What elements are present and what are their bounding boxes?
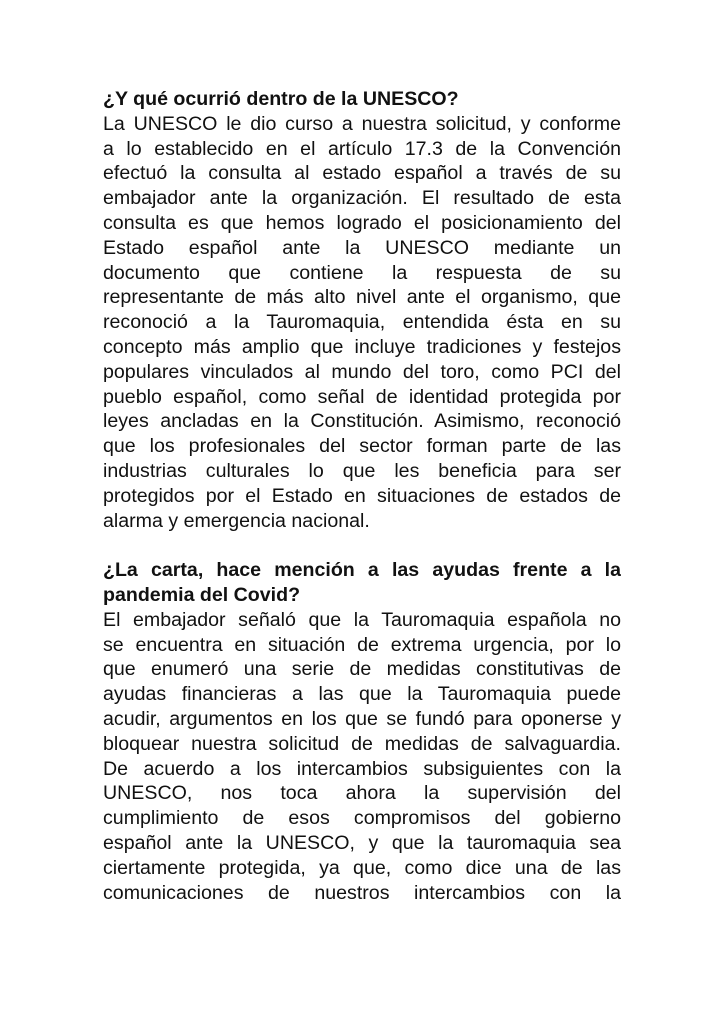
body-line: De acuerdo a los intercambios subsiguientes con la <box>103 757 621 780</box>
body-line: comunicaciones de nuestros intercambios con la <box>103 881 621 904</box>
body-line: que enumeró una serie de medidas constitutivas de <box>103 658 621 681</box>
body-line: Estado español ante la UNESCO mediante un <box>103 236 621 259</box>
section-unesco <box>103 87 621 533</box>
body-line: alarma y emergencia nacional. <box>103 509 370 532</box>
document-page <box>103 87 621 905</box>
section-body <box>103 112 621 534</box>
heading-line: ¿La carta, hace mención a las ayudas frente a la <box>103 559 621 582</box>
body-line: populares vinculados al mundo del toro, como PCI del <box>103 360 621 383</box>
section-heading <box>103 87 621 112</box>
body-line: UNESCO, nos toca ahora la supervisión del <box>103 782 621 805</box>
body-line: representante de más alto nivel ante el organismo, que <box>103 286 621 309</box>
body-line: concepto más amplio que incluye tradiciones y festejos <box>103 335 621 358</box>
body-line: leyes ancladas en la Constitución. Asimismo, reconoció <box>103 410 621 433</box>
body-line: La UNESCO le dio curso a nuestra solicitud, y conforme <box>103 112 621 135</box>
section-body <box>103 608 621 906</box>
section-covid <box>103 558 621 905</box>
body-line: que los profesionales del sector forman parte de las <box>103 435 621 458</box>
body-line: embajador ante la organización. El resultado de esta <box>103 187 621 210</box>
heading-line: pandemia del Covid? <box>103 583 301 606</box>
paragraph-gap <box>103 533 621 558</box>
body-line: protegidos por el Estado en situaciones de estados de <box>103 484 621 507</box>
body-line: El embajador señaló que la Tauromaquia española no <box>103 608 621 631</box>
body-line: ayudas financieras a las que la Tauromaquia puede <box>103 683 621 706</box>
body-line: efectuó la consulta al estado español a través de su <box>103 162 621 185</box>
body-line: a lo establecido en el artículo 17.3 de la Convención <box>103 137 621 160</box>
heading-line: ¿Y qué ocurrió dentro de la UNESCO? <box>103 88 459 110</box>
body-line: documento que contiene la respuesta de su <box>103 261 621 284</box>
body-line: reconoció a la Tauromaquia, entendida ésta en su <box>103 311 621 334</box>
body-line: ciertamente protegida, ya que, como dice una de las <box>103 856 621 879</box>
body-line: acudir, argumentos en los que se fundó para oponerse y <box>103 707 621 730</box>
body-line: español ante la UNESCO, y que la tauromaquia sea <box>103 831 621 854</box>
body-line: pueblo español, como señal de identidad protegida por <box>103 385 621 408</box>
body-line: bloquear nuestra solicitud de medidas de salvaguardia. <box>103 732 621 755</box>
body-line: se encuentra en situación de extrema urgencia, por lo <box>103 633 621 656</box>
body-line: consulta es que hemos logrado el posicionamiento del <box>103 211 621 234</box>
section-heading <box>103 558 621 608</box>
body-line: industrias culturales lo que les beneficia para ser <box>103 459 621 482</box>
body-line: cumplimiento de esos compromisos del gobierno <box>103 807 621 830</box>
